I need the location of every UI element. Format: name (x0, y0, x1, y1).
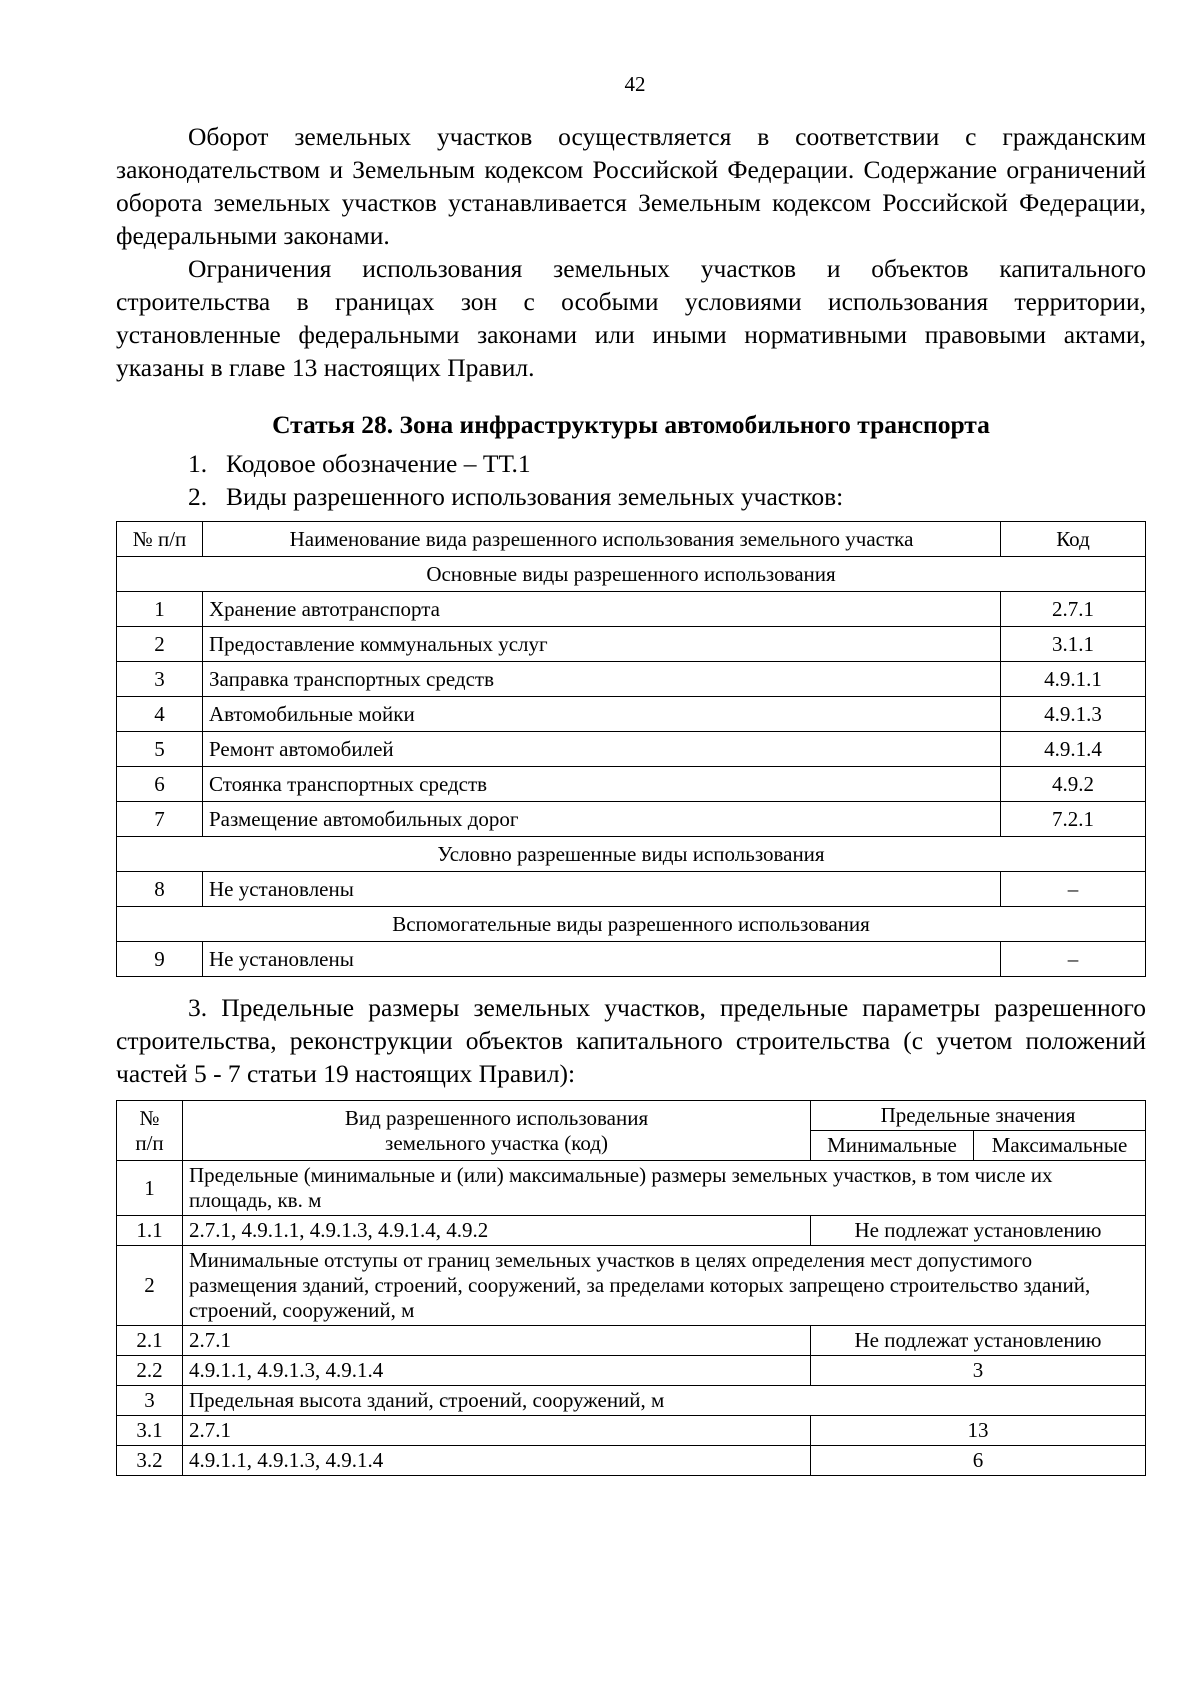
cell-code: 4.9.1.1 (1001, 662, 1146, 697)
table-row (117, 1446, 1146, 1476)
cell-number: 2.2 (117, 1356, 183, 1386)
cell-description: Предельная высота зданий, строений, сооружений, м (183, 1386, 1146, 1416)
paragraph-land-turnover: Оборот земельных участков осуществляется в соответствии с гражданским законодательством и Земельным кодексом Российской Федерации. Содержание ограничений оборота земельных участков устанавливается Земельным кодексом Российской Федерации, федеральными законами. (116, 122, 1146, 250)
cell-code: 4.9.1.3 (1001, 697, 1146, 732)
header-minimum: Минимальные (811, 1131, 974, 1161)
item-code-designation (116, 447, 1146, 480)
cell-number: 2 (117, 627, 203, 662)
cell-codes: 2.7.1, 4.9.1.1, 4.9.1.3, 4.9.1.4, 4.9.2 (183, 1216, 811, 1246)
item-number: 1. (188, 449, 208, 478)
section-title: Вспомогательные виды разрешенного использования (117, 907, 1146, 942)
page-number: 42 (624, 72, 646, 96)
cell-name: Не установлены (203, 942, 1001, 977)
table-row (117, 1386, 1146, 1416)
section-row-main (117, 557, 1146, 592)
table-row (117, 872, 1146, 907)
table-row (117, 942, 1146, 977)
section-row-conditional (117, 837, 1146, 872)
table-row (117, 1216, 1146, 1246)
cell-code: 3.1.1 (1001, 627, 1146, 662)
header-name: Наименование вида разрешенного использования земельного участка (203, 522, 1001, 557)
cell-value: Не подлежат установлению (811, 1326, 1146, 1356)
cell-codes: 4.9.1.1, 4.9.1.3, 4.9.1.4 (183, 1446, 811, 1476)
cell-name: Ремонт автомобилей (203, 732, 1001, 767)
table-header-row (117, 1101, 1146, 1131)
cell-number: 1 (117, 1161, 183, 1216)
cell-value: 13 (811, 1416, 1146, 1446)
header-number: № п/п (117, 1101, 183, 1161)
cell-code: – (1001, 942, 1146, 977)
limits-table (116, 1100, 1146, 1476)
paragraph-restrictions: Ограничения использования земельных участков и объектов капитального строительства в границах зон с особыми условиями использования территории, установленные федеральными законами или иными нормативными правовыми актами, указаны в главе 13 настоящих Правил. (116, 254, 1146, 382)
cell-code: 4.9.2 (1001, 767, 1146, 802)
cell-number: 3.1 (117, 1416, 183, 1446)
cell-code: 2.7.1 (1001, 592, 1146, 627)
cell-name: Хранение автотранспорта (203, 592, 1001, 627)
item-limit-sizes: 3. Предельные размеры земельных участков, предельные параметры разрешенного строительства, реконструкции объектов капитального строительства (с учетом положений частей 5 - 7 статьи 19 настоящих Правил): (116, 993, 1146, 1088)
table-row (117, 1326, 1146, 1356)
cell-description: Предельные (минимальные и (или) максимальные) размеры земельных участков, в том числе их площадь, кв. м (183, 1161, 1146, 1216)
cell-number: 2 (117, 1246, 183, 1326)
cell-name: Стоянка транспортных средств (203, 767, 1001, 802)
cell-name: Автомобильные мойки (203, 697, 1001, 732)
cell-name: Предоставление коммунальных услуг (203, 627, 1001, 662)
cell-number: 5 (117, 732, 203, 767)
cell-code: 7.2.1 (1001, 802, 1146, 837)
cell-number: 3.2 (117, 1446, 183, 1476)
cell-codes: 4.9.1.1, 4.9.1.3, 4.9.1.4 (183, 1356, 811, 1386)
section-row-auxiliary (117, 907, 1146, 942)
cell-value: 3 (811, 1356, 1146, 1386)
cell-value: Не подлежат установлению (811, 1216, 1146, 1246)
cell-codes: 2.7.1 (183, 1416, 811, 1446)
header-usage-type: Вид разрешенного использования земельного участка (код) (183, 1101, 811, 1161)
cell-number: 3 (117, 1386, 183, 1416)
cell-name: Заправка транспортных средств (203, 662, 1001, 697)
cell-codes: 2.7.1 (183, 1326, 811, 1356)
item-text: Кодовое обозначение – ТТ.1 (226, 449, 531, 478)
cell-number: 6 (117, 767, 203, 802)
cell-number: 2.1 (117, 1326, 183, 1356)
cell-name: Размещение автомобильных дорог (203, 802, 1001, 837)
cell-description: Минимальные отступы от границ земельных участков в целях определения мест допустимого размещения зданий, строений, сооружений, за пределами которых запрещено строительство зданий, строений, сооружений, м (183, 1246, 1146, 1326)
table-row (117, 627, 1146, 662)
usage-types-table (116, 521, 1146, 977)
item-text: Виды разрешенного использования земельных участков: (226, 482, 844, 511)
table-header-row (117, 522, 1146, 557)
table-row (117, 732, 1146, 767)
cell-code: – (1001, 872, 1146, 907)
item-usage-types (116, 480, 1146, 513)
cell-number: 4 (117, 697, 203, 732)
table-row (117, 1356, 1146, 1386)
article-title: Статья 28. Зона инфраструктуры автомобильного транспорта (272, 410, 990, 439)
item-number: 2. (188, 482, 208, 511)
table-row (117, 1161, 1146, 1216)
header-number: № п/п (117, 522, 203, 557)
table-row (117, 1246, 1146, 1326)
table-row (117, 802, 1146, 837)
document-body (116, 120, 1146, 1476)
cell-number: 1 (117, 592, 203, 627)
cell-number: 9 (117, 942, 203, 977)
table-row (117, 662, 1146, 697)
header-limit-values: Предельные значения (811, 1101, 1146, 1131)
table-row (117, 1416, 1146, 1446)
header-code: Код (1001, 522, 1146, 557)
cell-number: 8 (117, 872, 203, 907)
header-maximum: Максимальные (974, 1131, 1146, 1161)
cell-number: 1.1 (117, 1216, 183, 1246)
table-row (117, 767, 1146, 802)
cell-name: Не установлены (203, 872, 1001, 907)
cell-code: 4.9.1.4 (1001, 732, 1146, 767)
table-row (117, 592, 1146, 627)
section-title: Условно разрешенные виды использования (117, 837, 1146, 872)
section-title: Основные виды разрешенного использования (117, 557, 1146, 592)
table-row (117, 697, 1146, 732)
cell-number: 3 (117, 662, 203, 697)
cell-number: 7 (117, 802, 203, 837)
cell-value: 6 (811, 1446, 1146, 1476)
